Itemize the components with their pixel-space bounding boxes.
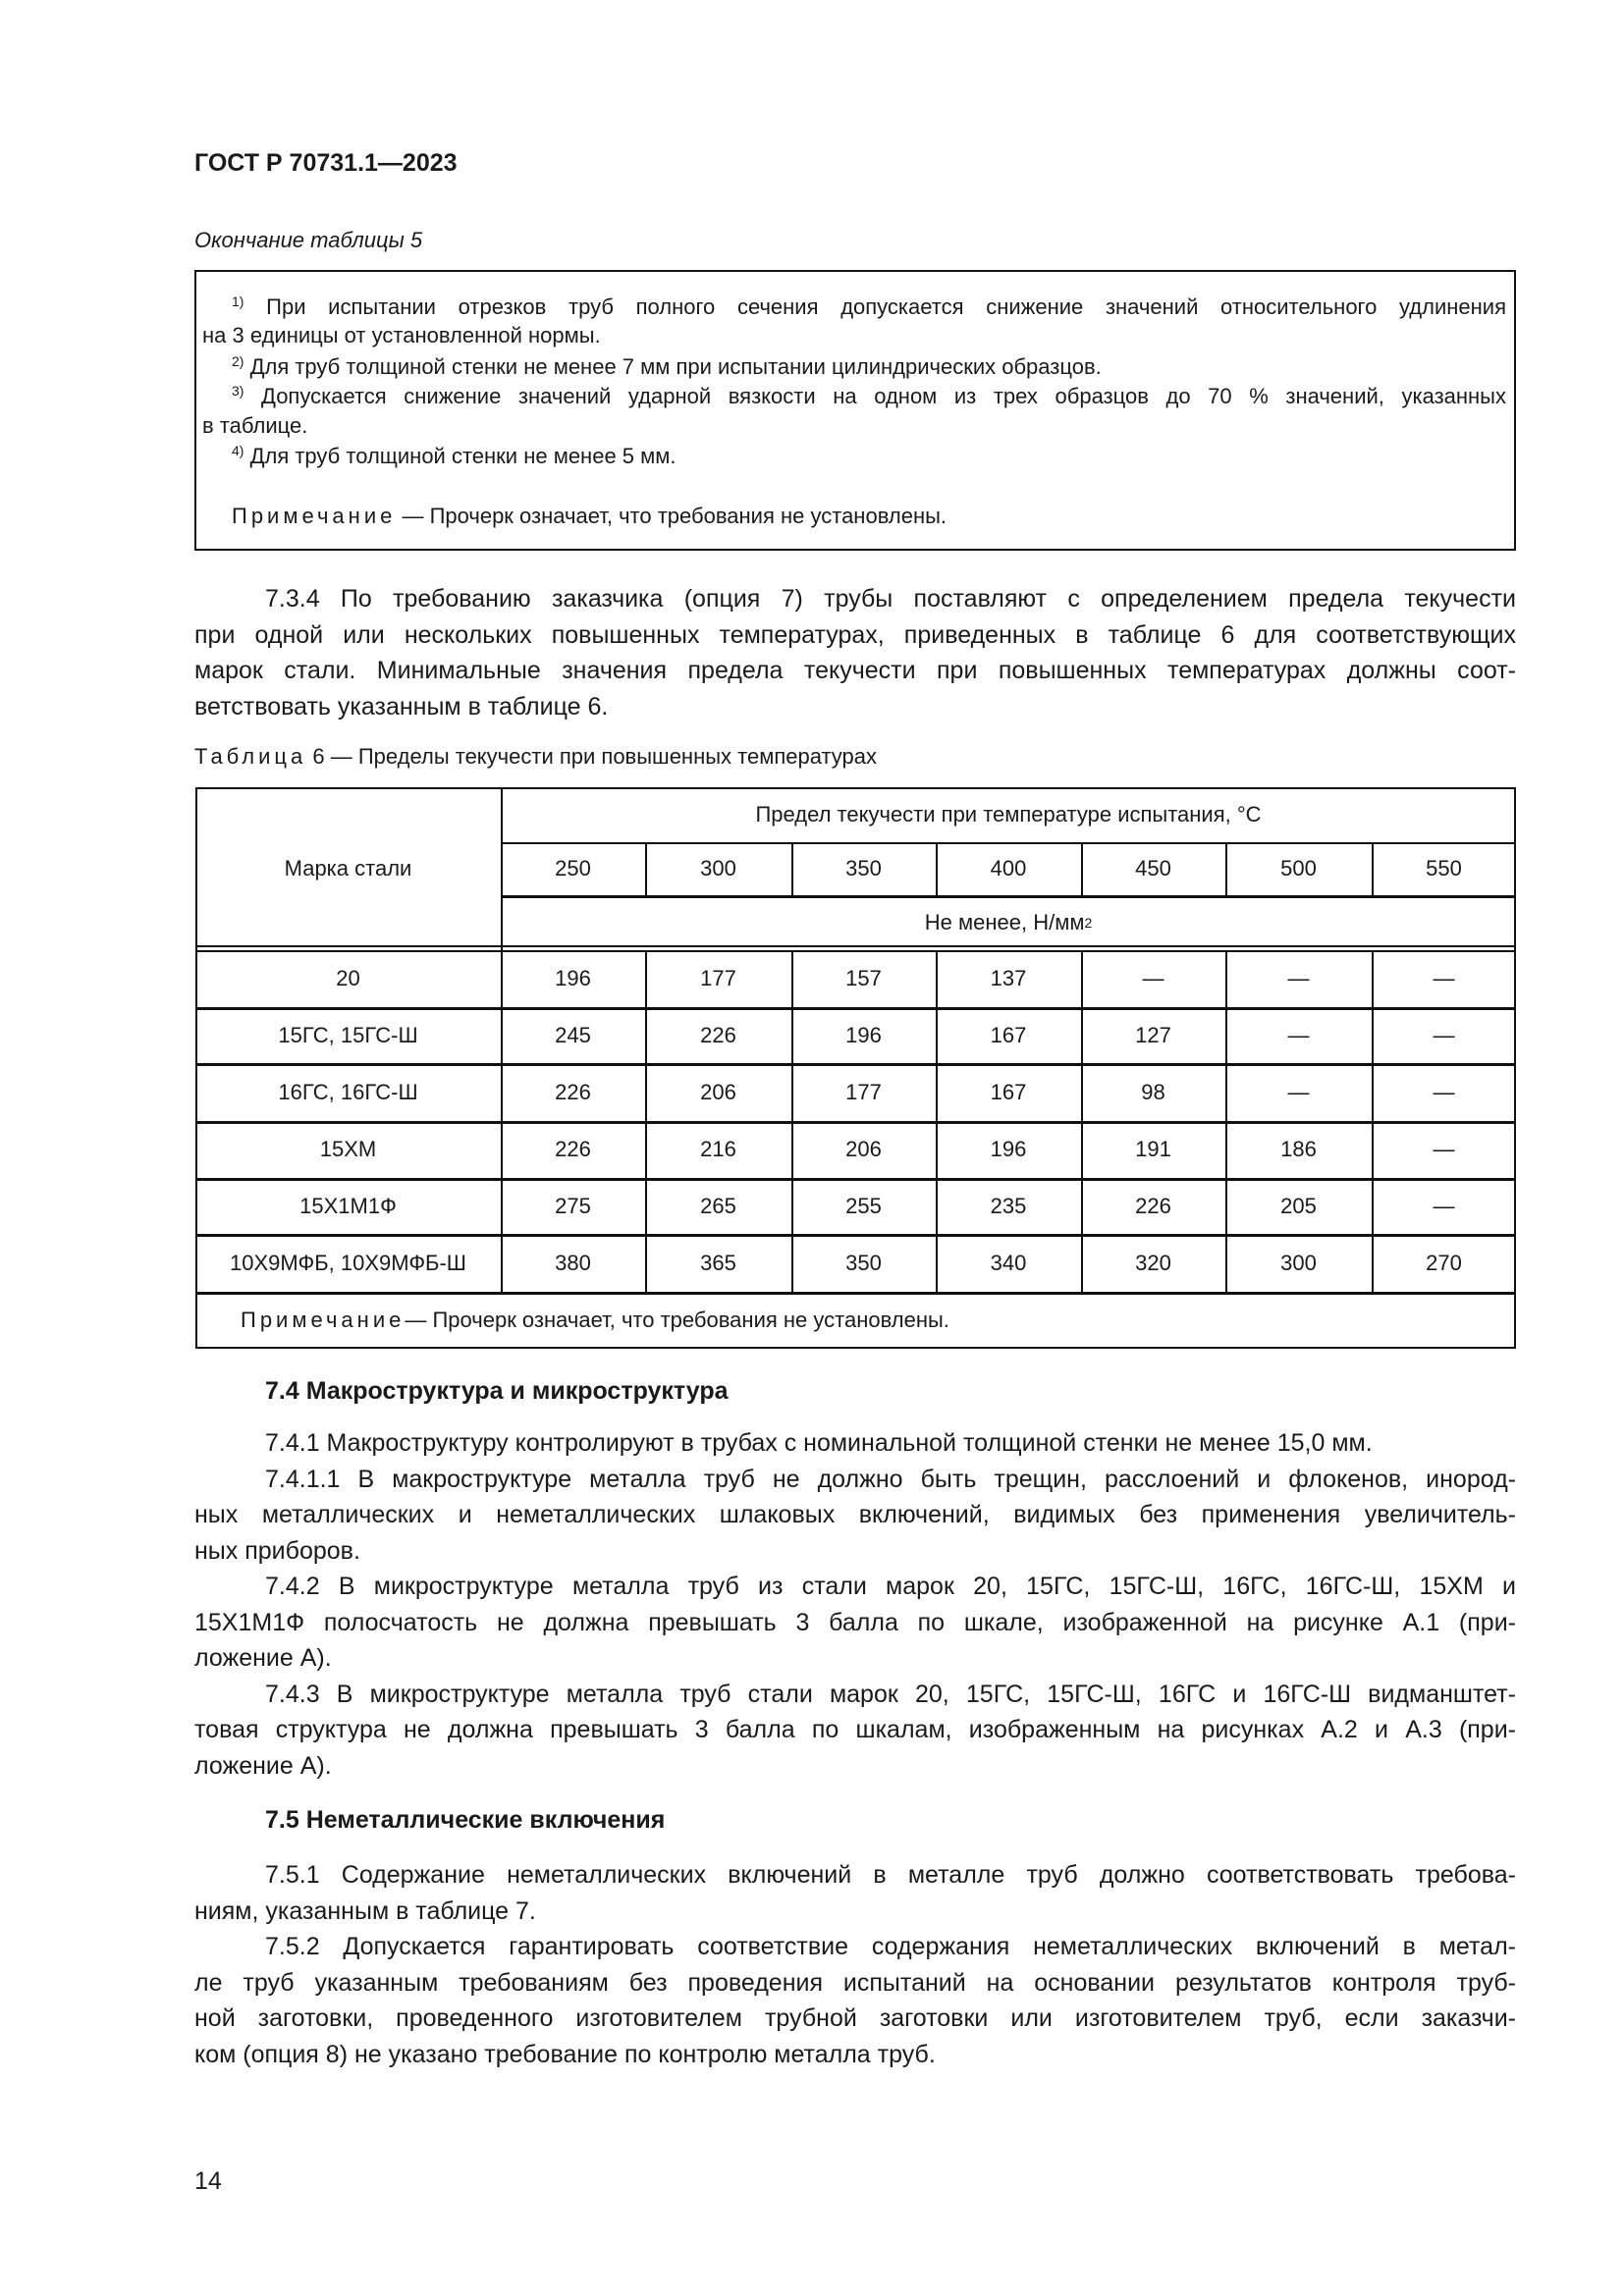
paragraph-line: ной заготовки, проведенного изготовителем трубной заготовки или изготовителем труб, если заказчи-: [194, 2004, 1516, 2032]
table-cell-value: 320: [1135, 1250, 1171, 1275]
column-header-temperature: 550: [1426, 856, 1462, 881]
table-rule: [195, 945, 1516, 947]
column-header-temperature: 250: [555, 856, 591, 881]
table-cell-value: 365: [700, 1250, 736, 1275]
paragraph-line: ложение А).: [194, 1644, 332, 1672]
section-7-4-heading: 7.4 Макроструктура и микроструктура: [265, 1377, 729, 1405]
table-cell-value: 137: [990, 966, 1027, 990]
paragraph-line: 7.4.1 Макроструктуру контролируют в трубах с номинальной толщиной стенки не менее 15,0 мм.: [265, 1429, 1373, 1457]
table-rule: [195, 1121, 1516, 1124]
footnote-3-line-2: в таблице.: [202, 413, 308, 438]
column-group-header: Предел текучести при температуре испытания, °С: [755, 802, 1262, 827]
table-rule: [195, 1292, 1516, 1295]
table-rule: [1081, 950, 1083, 1292]
table-cell-value: —: [1142, 966, 1164, 990]
table-rule: [195, 1063, 1516, 1066]
paragraph-line: при одной или нескольких повышенных температурах, приведенных в таблице 6 для соответствующих: [194, 620, 1516, 649]
section-7-5-heading: 7.5 Неметаллические включения: [265, 1806, 666, 1834]
table-cell-value: 380: [555, 1250, 591, 1275]
table-rule: [195, 787, 1516, 789]
column-header-steel-grade: Марка стали: [284, 856, 412, 881]
table-cell-value: 300: [1280, 1250, 1317, 1275]
table-cell-value: 177: [700, 966, 736, 990]
note-label: Примечание: [241, 1308, 406, 1332]
note-text: — Прочерк означает, что требования не установлены.: [405, 1308, 949, 1332]
paragraph-line: ком (опция 8) не указано требование по контролю металла труб.: [194, 2040, 936, 2068]
table-cell-value: 255: [845, 1193, 882, 1218]
document-header: ГОСТ Р 70731.1—2023: [194, 149, 458, 177]
table5-note: [232, 504, 947, 529]
table-cell-value: 265: [700, 1193, 736, 1218]
paragraph-line: товая структура не должна превышать 3 балла по шкалам, изображенным на рисунках А.2 и А.3 (при-: [194, 1716, 1516, 1743]
table-rule: [501, 895, 1516, 898]
table-cell-value: 226: [555, 1079, 591, 1104]
column-header-temperature: 450: [1135, 856, 1171, 881]
table-rule: [791, 950, 793, 1292]
table5-footnotes-box: [194, 270, 1516, 551]
paragraph-line: 7.4.1.1 В макроструктуре металла труб не должно быть трещин, расслоений и флокенов, инород-: [265, 1465, 1516, 1493]
table-cell-value: 196: [555, 966, 591, 990]
footnote-mark: 3): [232, 383, 244, 399]
paragraph-line: ных металлических и неметаллических шлаковых включений, видимых без применения увеличитель-: [194, 1501, 1516, 1528]
paragraph-line: ных приборов.: [194, 1536, 360, 1565]
table-cell-value: 270: [1426, 1250, 1462, 1275]
row-steel-grade: 16ГС, 16ГС-Ш: [278, 1079, 418, 1104]
row-steel-grade: 15ХМ: [319, 1137, 377, 1161]
paragraph-line: 7.3.4 По требованию заказчика (опция 7) трубы поставляют с определением предела текучести: [265, 585, 1516, 613]
units-header: [501, 895, 1516, 950]
paragraph-line: ложение А).: [194, 1751, 332, 1780]
row-steel-grade: 20: [336, 966, 360, 990]
table-cell-value: —: [1287, 966, 1310, 990]
paragraph-line: 7.4.2 В микроструктуре металла труб из стали марок 20, 15ГС, 15ГС-Ш, 16ГС, 16ГС-Ш, 15ХМ и: [265, 1573, 1516, 1600]
table-cell-value: 216: [700, 1137, 736, 1161]
footnote-text: Для труб толщиной стенки не менее 5 мм.: [249, 444, 677, 468]
footnote-3-line-1: [232, 383, 1506, 409]
table-cell-value: —: [1287, 1079, 1310, 1104]
footnote-mark: 2): [232, 353, 244, 369]
note-text: — Прочерк означает, что требования не установлены.: [396, 504, 947, 528]
table-cell-value: 340: [990, 1250, 1027, 1275]
table-cell-value: 245: [555, 1022, 591, 1047]
table-rule: [1225, 842, 1227, 895]
table-cell-value: 226: [700, 1022, 736, 1047]
table6-note: [195, 1292, 1516, 1349]
table6-caption: [194, 744, 877, 770]
table-cell-value: —: [1287, 1022, 1310, 1047]
table-cell-value: 206: [700, 1079, 736, 1104]
table-rule: [936, 842, 938, 895]
table-rule: [195, 1178, 1516, 1181]
table-rule: [195, 1007, 1516, 1010]
footnote-1-line-2: на 3 единицы от установленной нормы.: [202, 323, 601, 347]
table-cell-value: 167: [990, 1079, 1027, 1104]
paragraph-line: ветствовать указанным в таблице 6.: [194, 692, 609, 721]
table-cell-value: 205: [1280, 1193, 1317, 1218]
footnote-text: Допускается снижение значений ударной вязкости на одном из трех образцов до 70 % значений, указанных: [261, 384, 1506, 408]
table-rule: [1081, 842, 1083, 895]
table-rule: [1372, 950, 1374, 1292]
table-cell-value: 226: [555, 1137, 591, 1161]
table-cell-value: 186: [1280, 1137, 1317, 1161]
paragraph-7-3-4: [194, 581, 1516, 724]
paragraph-line: 7.4.3 В микроструктуре металла труб стали марок 20, 15ГС, 15ГС-Ш, 16ГС и 16ГС-Ш видманштет-: [265, 1680, 1516, 1708]
table-cell-value: —: [1433, 1193, 1455, 1218]
table-rule: [791, 842, 793, 895]
footnote-text: Для труб толщиной стенки не менее 7 мм при испытании цилиндрических образцов.: [249, 354, 1102, 379]
paragraph-line: ле труб указанным требованиям без проведения испытаний на основании результатов контроля труб-: [194, 1968, 1516, 1997]
footnote-2: [232, 353, 1102, 380]
table-cell-value: —: [1433, 1022, 1455, 1047]
paragraph-line: 15Х1М1Ф полосчатость не должна превышать 3 балла по шкале, изображенной на рисунке А.1 (при-: [194, 1608, 1516, 1636]
caption-text: 6 — Пределы текучести при повышенных температурах: [306, 744, 878, 769]
table-cell-value: 157: [845, 966, 882, 990]
table-rule: [195, 1234, 1516, 1237]
paragraph-line: 7.5.2 Допускается гарантировать соответствие содержания неметаллических включений в метал-: [265, 1933, 1516, 1960]
table-cell-value: 350: [845, 1250, 882, 1275]
note-label: Примечание: [232, 504, 397, 528]
table-cell-value: 206: [845, 1137, 882, 1161]
table-cell-value: 275: [555, 1193, 591, 1218]
table-rule: [501, 842, 1516, 844]
row-steel-grade: 10Х9МФБ, 10Х9МФБ-Ш: [230, 1250, 466, 1275]
paragraph-line: 7.5.1 Содержание неметаллических включений в металле труб должно соответствовать требова-: [265, 1861, 1516, 1889]
table-cell-value: 226: [1135, 1193, 1171, 1218]
table-rule: [501, 787, 503, 1292]
section-7-4-body: [194, 1425, 1516, 1784]
units-superscript: 2: [1084, 915, 1093, 931]
table-rule: [645, 950, 647, 1292]
column-header-temperature: 500: [1280, 856, 1317, 881]
table-cell-value: 98: [1141, 1079, 1165, 1104]
footnote-mark: 4): [232, 443, 244, 458]
table-cell-value: —: [1433, 1079, 1455, 1104]
table-cell-value: 235: [990, 1193, 1027, 1218]
table-rule: [1225, 950, 1227, 1292]
column-header-temperature: 350: [845, 856, 882, 881]
table-rule: [936, 950, 938, 1292]
table-cell-value: —: [1433, 1137, 1455, 1161]
column-header-temperature: 300: [700, 856, 736, 881]
caption-label: Таблица: [194, 744, 307, 769]
table-cell-value: 127: [1135, 1022, 1171, 1047]
table-rule: [195, 1347, 1516, 1349]
row-steel-grade: 15ГС, 15ГС-Ш: [278, 1022, 418, 1047]
table-continuation-caption: Окончание таблицы 5: [194, 228, 423, 252]
units-label: Не менее, Н/мм: [924, 910, 1085, 934]
column-header-temperature: 400: [990, 856, 1027, 881]
table-cell-value: 191: [1135, 1137, 1171, 1161]
table-cell-value: 167: [990, 1022, 1027, 1047]
footnote-text: При испытании отрезков труб полного сечения допускается снижение значений относительного удлинения: [266, 294, 1506, 319]
table-cell-value: 196: [845, 1022, 882, 1047]
footnote-4: [232, 443, 677, 469]
section-7-5-body: [194, 1857, 1516, 2072]
table-cell-value: 196: [990, 1137, 1027, 1161]
table-rule: [1372, 842, 1374, 895]
row-steel-grade: 15Х1М1Ф: [299, 1193, 397, 1218]
paragraph-line: марок стали. Минимальные значения предела текучести при повышенных температурах должны соот-: [194, 657, 1516, 684]
table-rule: [195, 950, 1516, 952]
table-rule: [645, 842, 647, 895]
table-rule: [1514, 787, 1516, 1349]
table-cell-value: 177: [845, 1079, 882, 1104]
footnote-1-line-1: [232, 294, 1506, 320]
table-rule: [195, 787, 197, 1349]
footnote-mark: 1): [232, 294, 244, 309]
paragraph-line: ниям, указанным в таблице 7.: [194, 1896, 536, 1925]
page-number: 14: [194, 2167, 222, 2195]
table-cell-value: —: [1433, 966, 1455, 990]
